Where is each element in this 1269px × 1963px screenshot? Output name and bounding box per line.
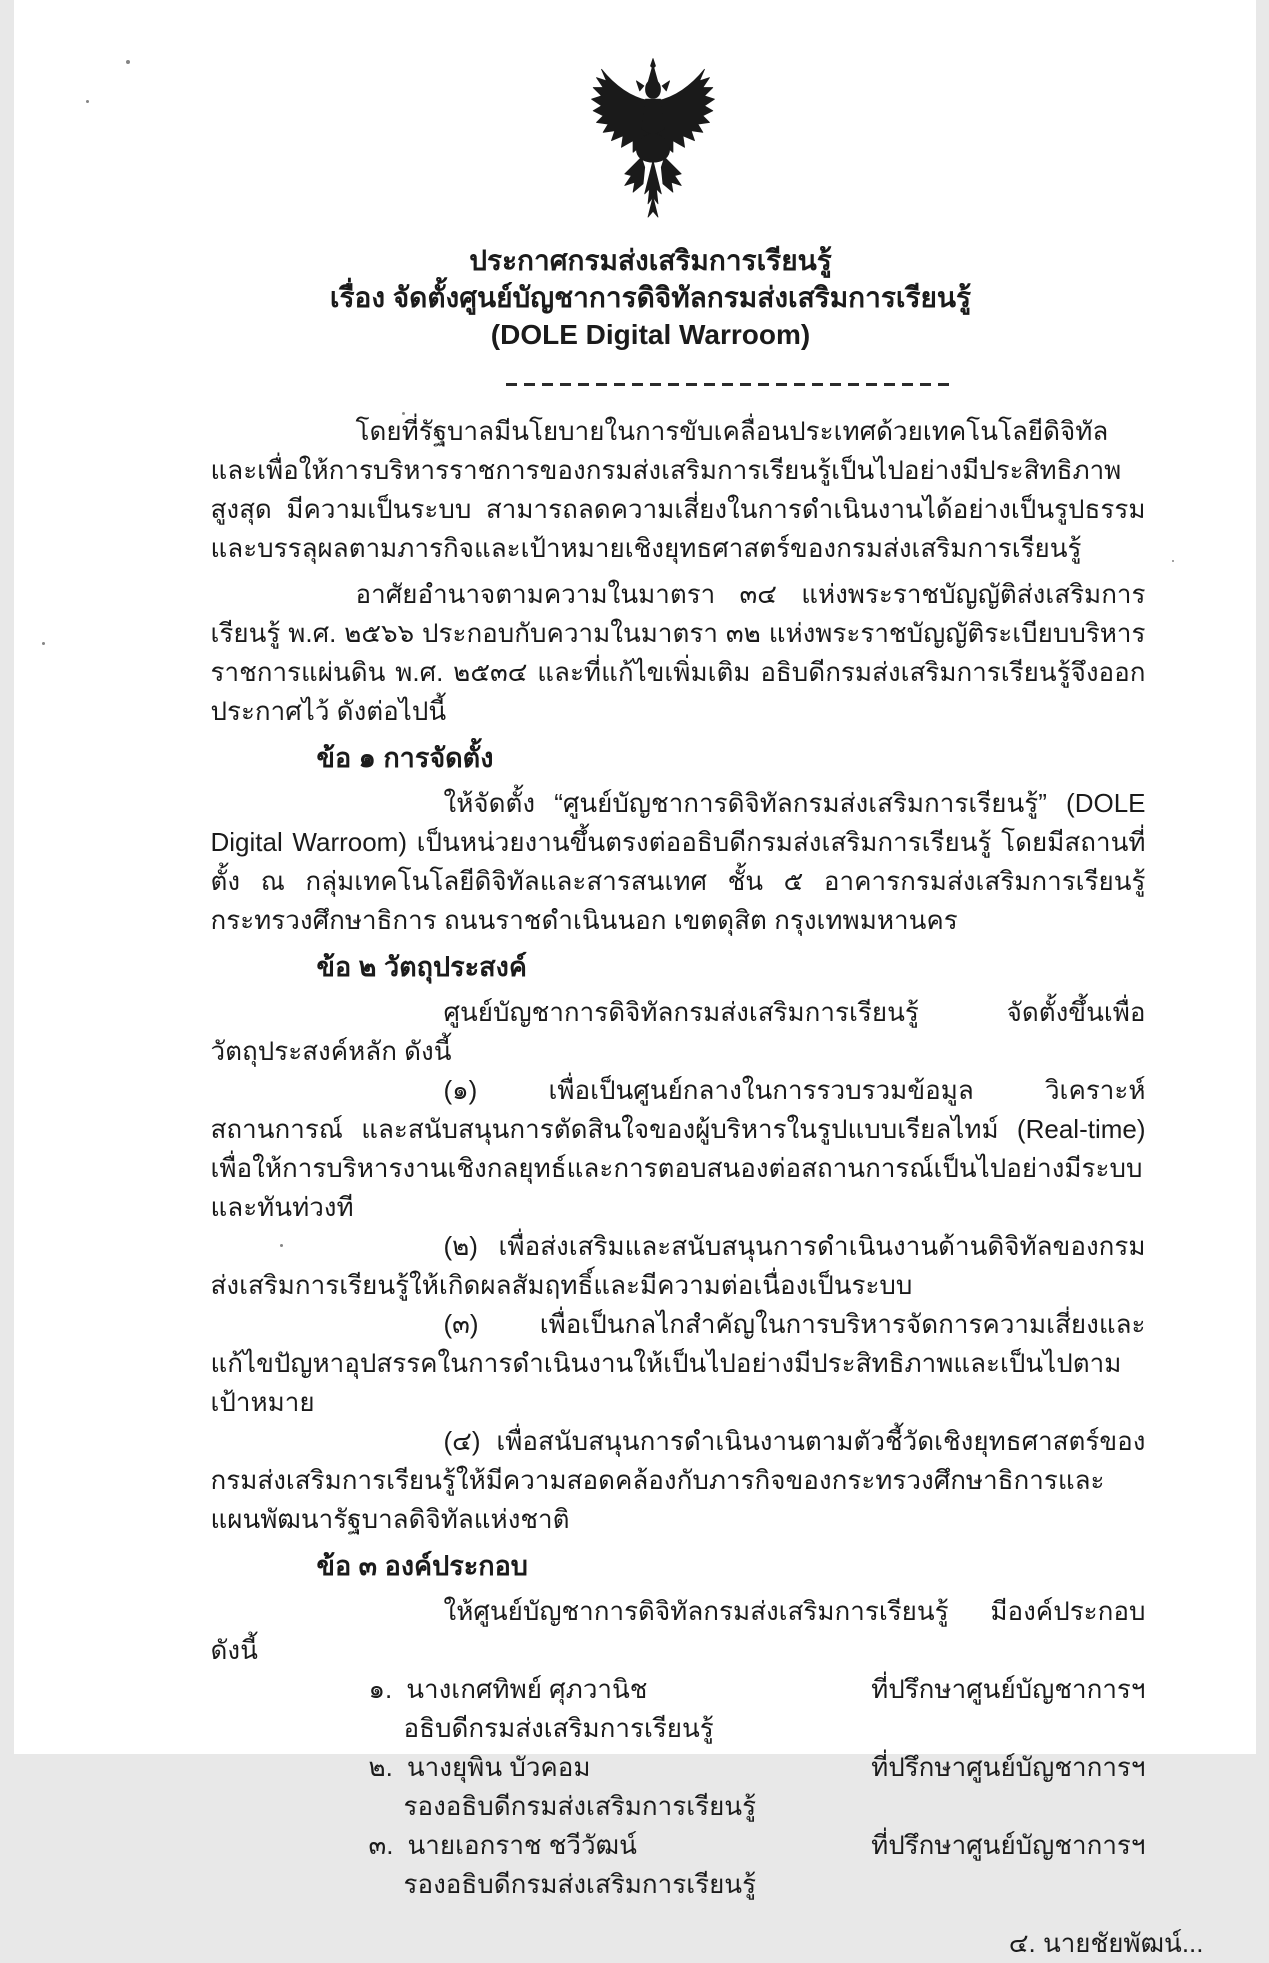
scan-speck xyxy=(402,412,405,415)
member-position: รองอธิบดีกรมส่งเสริมการเรียนรู้ xyxy=(404,1865,1146,1904)
document-body xyxy=(14,386,1256,1963)
section-3-heading: ข้อ ๓ องค์ประกอบ xyxy=(317,1547,1146,1586)
objective-item-3: (๓) เพื่อเป็นกลไกสำคัญในการบริหารจัดการความเสี่ยงและแก้ไขปัญหาอุปสรรคในการดำเนินงานให้เป็นไปอย่างมีประสิทธิภาพและเป็นไปตามเป้าหมาย xyxy=(211,1305,1146,1422)
objective-item-1: (๑) เพื่อเป็นศูนย์กลางในการรวบรวมข้อมูล วิเคราะห์สถานการณ์ และสนับสนุนการตัดสินใจของผู้บริหารในรูปแบบเรียลไทม์ (Real-time) เพื่อให้การบริหารงานเชิงกลยุทธ์และการตอบสนองต่อสถานการณ์เป็นไปอย่างมีระบบและทันท่วงที xyxy=(211,1071,1146,1227)
member-number: ๑. xyxy=(369,1674,393,1704)
scan-speck xyxy=(1172,560,1174,562)
member-position: รองอธิบดีกรมส่งเสริมการเรียนรู้ xyxy=(404,1787,1146,1826)
title-line-2: เรื่อง จัดตั้งศูนย์บัญชาการดิจิทัลกรมส่งเสริมการเรียนรู้ xyxy=(30,279,1269,316)
member-position: อธิบดีกรมส่งเสริมการเรียนรู้ xyxy=(404,1709,1146,1748)
section-2-heading: ข้อ ๒ วัตถุประสงค์ xyxy=(317,948,1146,987)
objective-item-4: (๔) เพื่อสนับสนุนการดำเนินงานตามตัวชี้วัดเชิงยุทธศาสตร์ของกรมส่งเสริมการเรียนรู้ให้มีความสอดคล้องกับภารกิจของกระทรวงศึกษาธิการและแผนพัฒนารัฐบาลดิจิทัลแห่งชาติ xyxy=(211,1422,1146,1539)
garuda-emblem-icon xyxy=(578,56,728,232)
scan-speck xyxy=(280,1244,283,1247)
section-1-body: ให้จัดตั้ง “ศูนย์บัญชาการดิจิทัลกรมส่งเสริมการเรียนรู้” (DOLE Digital Warroom) เป็นหน่วยงานขึ้นตรงต่ออธิบดีกรมส่งเสริมการเรียนรู้ โดยมีสถานที่ตั้ง ณ กลุ่มเทคโนโลยีดิจิทัลและสารสนเทศ ชั้น ๕ อาคารกรมส่งเสริมการเรียนรู้ กระทรวงศึกษาธิการ ถนนราชดำเนินนอก เขตดุสิต กรุงเทพมหานคร xyxy=(211,784,1146,940)
member-row xyxy=(211,1826,1146,1904)
document-title-block xyxy=(30,242,1269,353)
section-1-heading: ข้อ ๑ การจัดตั้ง xyxy=(317,739,1146,778)
title-line-1: ประกาศกรมส่งเสริมการเรียนรู้ xyxy=(30,242,1269,279)
objective-item-2: (๒) เพื่อส่งเสริมและสนับสนุนการดำเนินงานด้านดิจิทัลของกรมส่งเสริมการเรียนรู้ให้เกิดผลสัมฤทธิ์และมีความต่อเนื่องเป็นระบบ xyxy=(211,1227,1146,1305)
scan-speck xyxy=(42,642,45,645)
emblem-container xyxy=(32,0,1269,232)
scanned-announcement-page xyxy=(14,0,1256,1754)
section-2-lead: ศูนย์บัญชาการดิจิทัลกรมส่งเสริมการเรียนรู้ จัดตั้งขึ้นเพื่อวัตถุประสงค์หลัก ดังนี้ xyxy=(211,993,1146,1071)
member-name: นางยุพิน บัวคอม xyxy=(407,1752,591,1782)
member-number: ๒. xyxy=(369,1752,393,1782)
member-role: ที่ปรึกษาศูนย์บัญชาการฯ xyxy=(871,1670,1145,1709)
member-name: นายเอกราช ชวีวัฒน์ xyxy=(408,1830,637,1860)
member-row xyxy=(211,1748,1146,1826)
member-number: ๓. xyxy=(369,1830,394,1860)
intro-paragraph: โดยที่รัฐบาลมีนโยบายในการขับเคลื่อนประเทศด้วยเทคโนโลยีดิจิทัล และเพื่อให้การบริหารราชการของกรมส่งเสริมการเรียนรู้เป็นไปอย่างมีประสิทธิภาพสูงสุด มีความเป็นระบบ สามารถลดความเสี่ยงในการดำเนินงานได้อย่างเป็นรูปธรรม และบรรลุผลตามภารกิจและเป้าหมายเชิงยุทธศาสตร์ของกรมส่งเสริมการเรียนรู้ xyxy=(211,412,1146,568)
member-role: ที่ปรึกษาศูนย์บัญชาการฯ xyxy=(871,1748,1145,1787)
member-row xyxy=(211,1670,1146,1748)
title-line-3: (DOLE Digital Warroom) xyxy=(30,316,1269,353)
member-role: ที่ปรึกษาศูนย์บัญชาการฯ xyxy=(871,1826,1145,1865)
legal-basis-paragraph: อาศัยอำนาจตามความในมาตรา ๓๔ แห่งพระราชบัญญัติส่งเสริมการเรียนรู้ พ.ศ. ๒๕๖๖ ประกอบกับความในมาตรา ๓๒ แห่งพระราชบัญญัติระเบียบบริหารราชการแผ่นดิน พ.ศ. ๒๕๓๔ และที่แก้ไขเพิ่มเติม อธิบดีกรมส่งเสริมการเรียนรู้จึงออกประกาศไว้ ดังต่อไปนี้ xyxy=(211,575,1146,731)
member-name: นางเกศทิพย์ ศุภวานิช xyxy=(406,1674,647,1704)
section-3-lead: ให้ศูนย์บัญชาการดิจิทัลกรมส่งเสริมการเรียนรู้ มีองค์ประกอบ ดังนี้ xyxy=(211,1592,1146,1670)
page-continuation-marker: ๔. นายชัยพัฒน์... xyxy=(211,1924,1204,1963)
